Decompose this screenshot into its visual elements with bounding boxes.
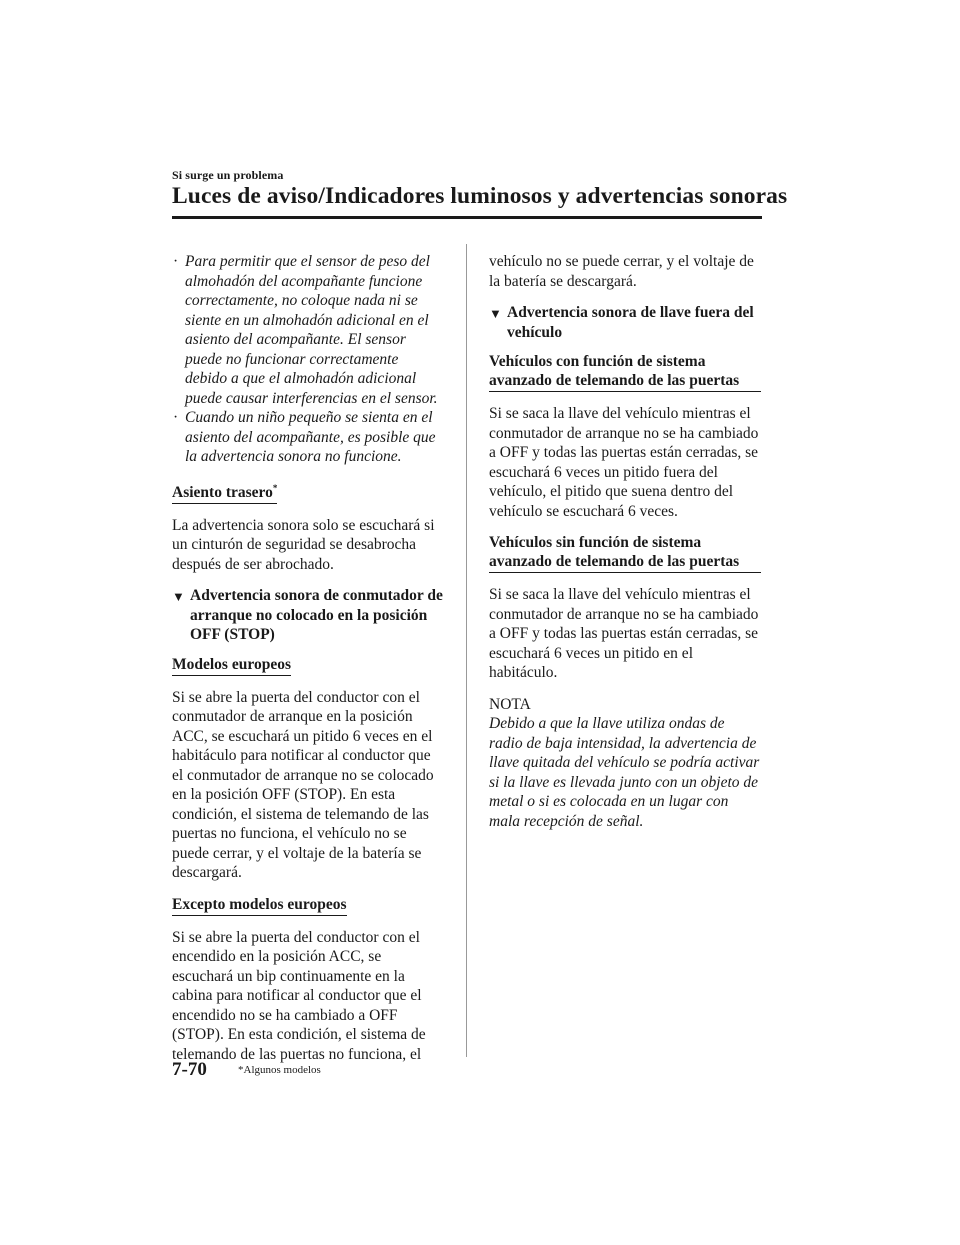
except-european-heading: Excepto modelos europeos bbox=[172, 895, 347, 916]
note-label: NOTA bbox=[489, 695, 531, 713]
page-title: Luces de aviso/Indicadores luminosos y advertencias sonoras bbox=[172, 183, 788, 209]
key-warning-heading: ▼ Advertencia sonora de llave fuera del vehículo bbox=[489, 304, 754, 341]
without-advanced-keyless-heading: Vehículos sin función de sistema avanzado de telemando de las puertas bbox=[489, 533, 761, 573]
bullet-dot-icon: · bbox=[173, 253, 179, 270]
page-number: 7-70 bbox=[172, 1059, 207, 1080]
european-heading: Modelos europeos bbox=[172, 655, 291, 676]
bullet-dot-icon: · bbox=[173, 409, 179, 426]
footnote: *Algunos modelos bbox=[238, 1064, 321, 1076]
rear-seat-text: La advertencia sonora solo se escuchará si un cinturón de seguridad se desabrocha después de ser abrochado. bbox=[172, 516, 435, 573]
right-column bbox=[489, 252, 761, 831]
european-text: Si se abre la puerta del conductor con el conmutador de arranque en la posición ACC, se escuchará un pitido 6 veces en el habitáculo para notificar al conductor que el conmutador de arranque no se colocado en la posición OFF (STOP). En esta condición, el sistema de telemando de las puertas no funciona, el vehículo no se puede cerrar, y el voltaje de la batería se descargará. bbox=[172, 688, 434, 882]
without-advanced-keyless-text: Si se saca la llave del vehículo mientras el conmutador de arranque no se ha cambiado a OFF y todas las puertas están cerradas, se escuchará 6 veces un pitido en el habitáculo. bbox=[489, 586, 759, 681]
bullet-item bbox=[172, 408, 444, 467]
column-divider bbox=[466, 244, 467, 1057]
except-european-text: Si se abre la puerta del conductor con el encendido en la posición ACC, se escuchará un bip continuamente en la cabina para notificar al conductor que el encendido no se ha cambiado a OFF (STOP). En esta condición, el sistema de telemando de las puertas no funciona, el bbox=[172, 928, 426, 1063]
ignition-warning-heading: ▼ Advertencia sonora de conmutador de arranque no colocado en la posición OFF (STOP) bbox=[172, 587, 443, 644]
note-text: Debido a que la llave utiliza ondas de radio de baja intensidad, la advertencia de llave quitada del vehículo se podría activar si la llave es llevada junto con un objeto de metal o si es colocada en un lugar con mala recepción de señal. bbox=[489, 715, 760, 830]
triangle-down-icon: ▼ bbox=[172, 589, 185, 605]
bullet-text: Para permitir que el sensor de peso del almohadón del acompañante funcione correctamente, no coloque nada ni se siente en un almohadón adicional en el asiento del acompañante. El sensor puede no funcionar correctamente debido a que el almohadón adicional puede causar interferencias en el sensor. bbox=[185, 253, 438, 407]
left-column bbox=[172, 252, 444, 1076]
title-rule bbox=[172, 216, 762, 219]
bullet-item bbox=[172, 252, 444, 408]
section-label: Si surge un problema bbox=[172, 168, 284, 182]
with-advanced-keyless-heading: Vehículos con función de sistema avanzado de telemando de las puertas bbox=[489, 352, 761, 392]
bullet-text: Cuando un niño pequeño se sienta en el asiento del acompañante, es posible que la advertencia sonora no funcione. bbox=[185, 409, 436, 465]
rear-seat-heading: Asiento trasero* bbox=[172, 479, 277, 504]
triangle-down-icon: ▼ bbox=[489, 306, 502, 321]
asterisk-mark: * bbox=[272, 482, 278, 493]
continued-text: vehículo no se puede cerrar, y el voltaje de la batería se descargará. bbox=[489, 253, 754, 290]
with-advanced-keyless-text: Si se saca la llave del vehículo mientras el conmutador de arranque no se ha cambiado a OFF y todas las puertas están cerradas, se escuchará 6 veces un pitido fuera del vehículo, el pitido que suena dentro del vehículo se escuchará 6 veces. bbox=[489, 405, 759, 520]
